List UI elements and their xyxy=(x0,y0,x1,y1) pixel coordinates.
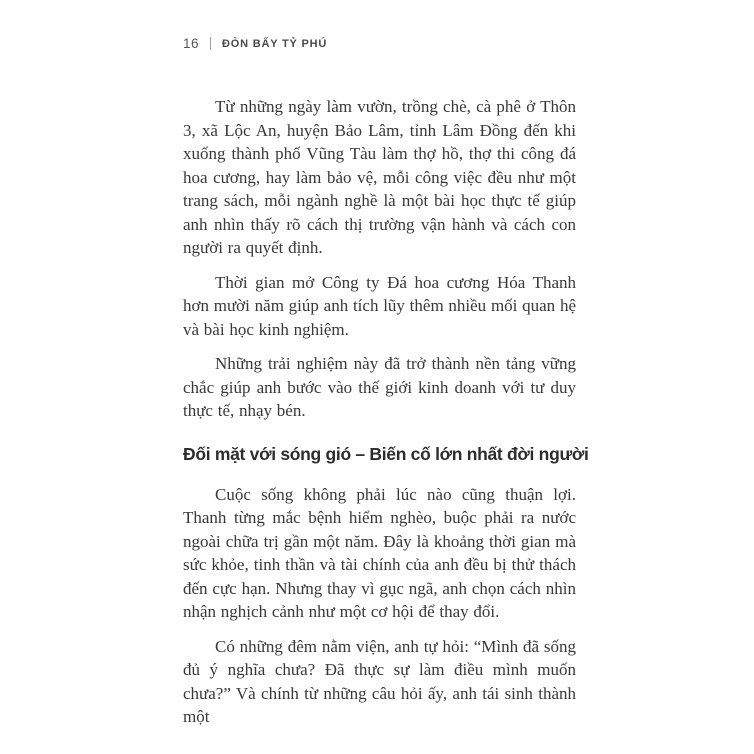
body-paragraph: Có những đêm nằm viện, anh tự hỏi: “Mình đã sống đủ ý nghĩa chưa? Đã thực sự làm điều mình muốn chưa?” Và chính từ những câu hỏi ấy, anh tái sinh thành một xyxy=(183,636,576,726)
body-paragraph: Những trải nghiệm này đã trở thành nền tảng vững chắc giúp anh bước vào thế giới kinh doanh với tư duy thực tế, nhạy bén. xyxy=(183,354,576,420)
header-divider xyxy=(210,37,211,50)
body-paragraph: Thời gian mở Công ty Đá hoa cương Hóa Thanh hơn mười năm giúp anh tích lũy thêm nhiều mối quan hệ và bài học kinh nghiệm. xyxy=(183,272,576,339)
page-content xyxy=(183,95,589,740)
section-heading: Đối mặt với sóng gió – Biến cố lớn nhất đời người xyxy=(183,443,589,464)
book-title: ĐÒN BẨY TỶ PHÚ xyxy=(222,37,328,50)
body-paragraph: Cuộc sống không phải lúc nào cũng thuận lợi. Thanh từng mắc bệnh hiểm nghèo, buộc phải ra nước ngoài chữa trị gần một năm. Đây là khoảng thời gian mà sức khỏe, tinh thần và tài chính của anh đều bị thử thách đến cực hạn. Nhưng thay vì gục ngã, anh chọn cách nhìn nhận nghịch cảnh như một cơ hội để thay đổi. xyxy=(183,484,576,621)
running-head xyxy=(183,36,327,51)
body-paragraph: Từ những ngày làm vườn, trồng chè, cà phê ở Thôn 3, xã Lộc An, huyện Bảo Lâm, tỉnh Lâm Đồng đến khi xuống thành phố Vũng Tàu làm thợ hồ, thợ thi công đá hoa cương, hay làm bảo vệ, mỗi công việc đều như một trang sách, mỗi ngành nghề là một bài học thực tế giúp anh nhìn thấy rõ cách thị trường vận hành và cách con người ra quyết định. xyxy=(183,97,576,257)
page-number: 16 xyxy=(183,36,200,51)
